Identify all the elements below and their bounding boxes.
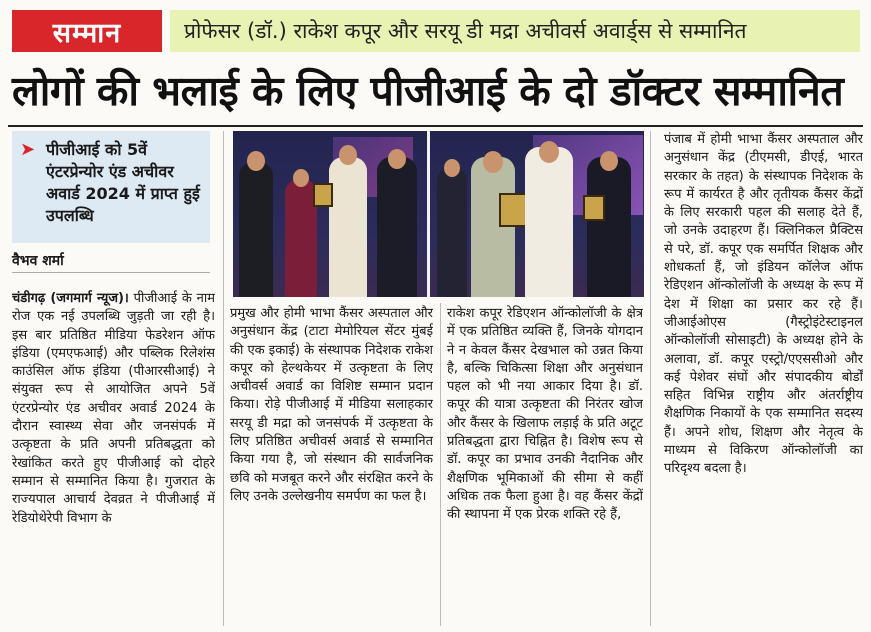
headline-rule bbox=[8, 125, 863, 127]
photo-person bbox=[525, 147, 573, 297]
subheadline: प्रोफेसर (डॉ.) राकेश कपूर और सरयू डी मद्रा अचीवर्स अवार्ड्स से सम्मानित bbox=[170, 10, 860, 52]
award-plaque bbox=[313, 183, 333, 207]
photo-person bbox=[377, 157, 417, 297]
photo-person bbox=[329, 157, 367, 297]
article-column-4: पंजाब में होमी भाभा कैंसर अस्पताल और अनुसंधान केंद्र (टीएमसी, डीएई, भारत सरकार के तहत) के संस्थापक निदेशक के रूप में कार्यरत है और तृतीयक कैंसर केंद्रों के लिए सरकारी पहल की सलाह देते हैं, जो उनके उदाहरण हैं। क्लिनिकल प्रैक्टिस से परे, डॉ. कपूर एक समर्पित शिक्षक और शोधकर्ता हैं, जो इंडियन कॉलेज ऑफ रेडिएशन ऑन्कोलॉजी के अध्यक्ष के रूप में देश में शिक्षा का प्रसार कर रहे हैं। जीआईओएस (गैस्ट्रोइंटेस्टाइनल ऑन्कोलॉजी सोसाइटी) के अध्यक्ष होने के अलावा, डॉ. कपूर एस्ट्रो/एएससीओ और कई पेशेवर संघों और संपादकीय बोर्डों सहित विभिन्न राष्ट्रीय और अंतर्राष्ट्रीय शैक्षणिक निकायों के एक सम्मानित सदस्य हैं। अपने शोध, शिक्षण और नेतृत्व के माध्यम से विकिरण ऑन्कोलॉजी का परिदृश्य बदला है। bbox=[664, 132, 863, 477]
photo-person bbox=[437, 167, 467, 297]
photo-person bbox=[239, 162, 273, 297]
column-rule bbox=[650, 131, 651, 626]
article-column-2: प्रमुख और होमी भाभा कैंसर अस्पताल और अनुसंधान केंद्र (टाटा मेमोरियल सेंटर मुंबई की एक इकाई) के संस्थापक निदेशक राकेश कपूर को हेल्थकेयर में उत्कृष्टता के लिए अचीवर्स अवार्ड का विशिष्ट सम्मान प्रदान किया। रोड़े पीजीआई में मीडिया सलाहकार सरयू डी मद्रा को जनसंपर्क में उत्कृष्टता के लिए प्रतिष्ठित अचीवर्स अवार्ड से सम्मानित किया गया है, जो संस्थान की सार्वजनिक छवि को मजबूत करने और संरक्षित करने के लिए उनके उल्लेखनीय समर्पण का फल है। bbox=[230, 306, 433, 504]
article-column-3: राकेश कपूर रेडिएशन ऑन्कोलॉजी के क्षेत्र में एक प्रतिष्ठित व्यक्ति हैं, जिनके योगदान ने न केवल कैंसर देखभाल को उन्नत किया है, बल्कि चिकित्सा शिक्षा और अनुसंधान पहल को भी नया आकार दिया है। डॉ. कपूर की यात्रा उत्कृष्टता की निरंतर खोज और कैंसर के खिलाफ लड़ाई के प्रति अटूट प्रतिबद्धता द्वारा चिह्नित है। विशेष रूप से डॉ. कपूर का प्रभाव उनकी नैदानिक और शैक्षणिक भूमिकाओं की सीमा से कहीं अधिक तक फैला हुआ है। वह कैंसर केंद्रों की स्थापना में एक प्रेरक शक्ति रहे हैं, bbox=[447, 306, 643, 523]
section-kicker: सम्मान bbox=[12, 10, 162, 52]
award-plaque bbox=[583, 195, 605, 221]
photo-person-head bbox=[388, 149, 406, 169]
highlight-text: पीजीआई को 5वें एंटरप्रेन्योर एंड अचीवर अवार्ड 2024 में प्राप्त हुई उपलब्धि bbox=[46, 140, 200, 225]
column-1-text: पीजीआई के नाम रोज एक नई उपलब्धि जुड़ती जा रही है। इस बार प्रतिष्ठित मीडिया फेडरेशन ऑफ इंडिया (एमएफआई) और पब्लिक रिलेशंस काउंसिल ऑफ इंडिया (पीआरसीआई) ने संयुक्त रूप से आयोजित अपने 5वें एंटरप्रेन्योर एंड अचीवर अवार्ड 2024 के दौरान स्वास्थ्य सेवा और जनसंपर्क में उत्कृष्टता के प्रति अपनी प्रतिबद्धता को रेखांकित करते हुए पीजीआई को दोहरे सम्मान से सम्मानित किया है। गुजरात के राज्यपाल आचार्य देवव्रत ने पीजीआई में रेडियोथेरेपी विभाग के bbox=[12, 291, 215, 526]
photo-person-head bbox=[293, 169, 309, 187]
arrow-icon: ➤ bbox=[20, 139, 36, 160]
byline: वैभव शर्मा bbox=[12, 251, 210, 273]
photo-person bbox=[587, 157, 631, 297]
photo-person-head bbox=[247, 151, 265, 171]
dateline: चंडीगढ़ (जगमार्ग न्यूज)। bbox=[12, 291, 129, 306]
article-column-1 bbox=[12, 290, 215, 628]
photo-person-head bbox=[444, 159, 460, 177]
award-photo bbox=[233, 131, 644, 297]
photo-person-head bbox=[600, 151, 618, 171]
photo-divider bbox=[427, 131, 430, 297]
highlight-box bbox=[12, 131, 210, 243]
award-plaque bbox=[499, 193, 527, 227]
photo-person bbox=[471, 157, 515, 297]
column-rule bbox=[440, 303, 441, 626]
column-rule bbox=[223, 131, 224, 626]
photo-person-head bbox=[483, 151, 503, 173]
photo-person-head bbox=[339, 145, 357, 165]
headline: लोगों की भलाई के लिए पीजीआई के दो डॉक्टर सम्मानित bbox=[12, 67, 844, 115]
photo-person-head bbox=[539, 141, 559, 163]
